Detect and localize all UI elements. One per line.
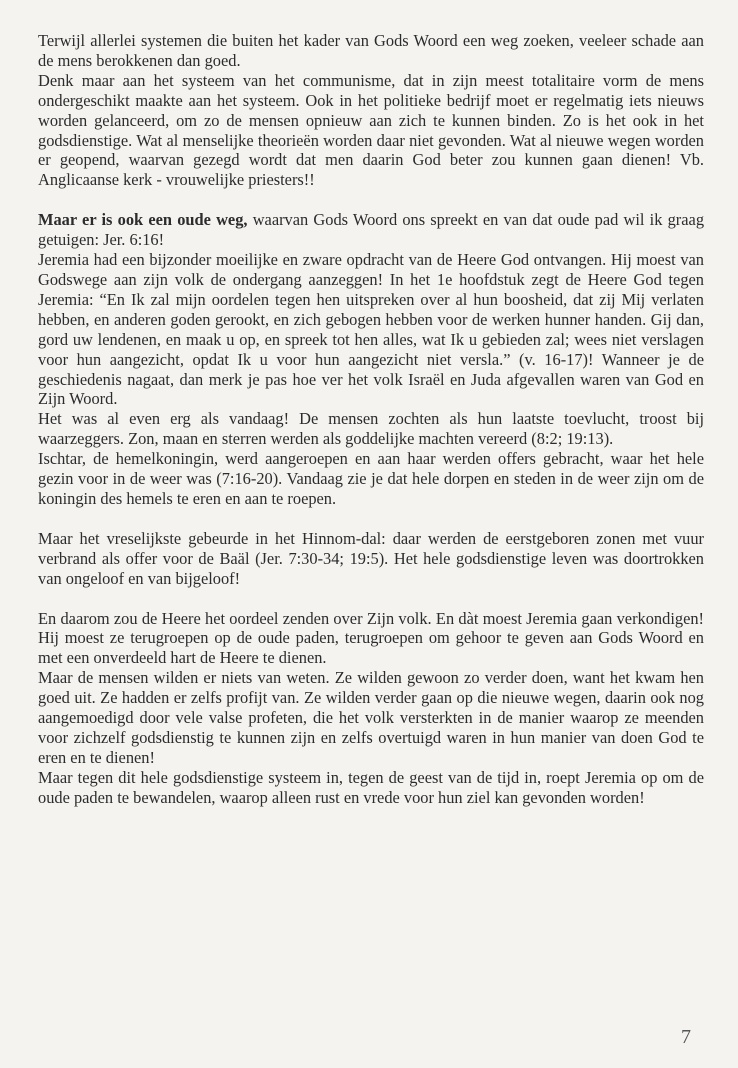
paragraph-ischtar: Ischtar, de hemelkoningin, werd aangeroepen en aan haar werden offers gebracht, waar het hele gezin voor in de weer was (7:16-20). Vandaag zie je dat hele dorpen en steden in de weer zijn om de koningin des hemels te eren en aan te roepen.: [38, 449, 704, 508]
paragraph-as-today: Het was al even erg als vandaag! De mensen zochten als hun laatste toevlucht, troost bij waarzeggers. Zon, maan en sterren werden als goddelijke machten vereerd (8:2; 19:13).: [38, 409, 704, 449]
paragraph-gap: [38, 509, 704, 529]
paragraph-people-refuse: Maar de mensen wilden er niets van weten. Ze wilden gewoon zo verder doen, want het kwam hen goed uit. Ze hadden er zelfs profijt van. Ze wilden verder gaan op die nieuwe wegen, daarin ook nog aangemoedigd door vele valse profeten, die het volk versterkten in de manier waarop ze meenden voor zichzelf godsdienstig te kunnen zijn en zelfs overtuigd waren in hun manier van doen God te eren en te dienen!: [38, 668, 704, 767]
paragraph-gap: [38, 589, 704, 609]
paragraph-hinnom: Maar het vreselijkste gebeurde in het Hinnom-dal: daar werden de eerstgeboren zonen met vuur verbrand als offer voor de Baäl (Jer. 7:30-34; 19:5). Het hele godsdienstige leven was doortrokken van ongeloof en van bijgeloof!: [38, 528, 704, 588]
paragraph-old-paths: Maar tegen dit hele godsdienstige systeem in, tegen de geest van de tijd in, roept Jeremia op om de oude paden te bewandelen, waarop alleen rust en vrede voor hun ziel kan gevonden worden!: [38, 767, 704, 807]
paragraph-gap: [38, 190, 704, 210]
paragraph-communism: Denk maar aan het systeem van het communisme, dat in zijn meest totalitaire vorm de mens ondergeschikt maakte aan het systeem. Ook in het politieke bedrijf moet er regelmatig iets nieuws worden gelanceerd, om zo de mensen opnieuw aan zich te kunnen binden. Zo is het ook in het godsdienstige. Wat al menselijke theorieën worden daar niet gevonden. Wat al nieuwe wegen worden er geopend, waarvan gezegd wordt dat men daarin God beter zou kunnen gaan dienen! Vb. Anglicaanse kerk - vrouwelijke priesters!!: [38, 70, 704, 190]
paragraph-old-way: [38, 210, 704, 250]
page-number: 7: [681, 1026, 691, 1048]
old-way-text: waarvan Gods Woord ons spreekt en van dat oude pad wil ik graag getuigen: Jer. 6:16!: [38, 210, 705, 250]
paragraph-intro: Terwijl allerlei systemen die buiten het kader van Gods Woord een weg zoeken, veeleer schade aan de mens berokkenen dan goed.: [38, 31, 704, 70]
old-way-heading: Maar er is ook een oude weg,: [38, 210, 248, 230]
paragraph-jeremia-task: Jeremia had een bijzonder moeilijke en zware opdracht van de Heere God ontvangen. Hij moest van Godswege aan zijn volk de ondergang aanzeggen! In het 1e hoofdstuk zegt de Heere God tegen Jeremia: “En Ik zal mijn oordelen tegen hen uitspreken over al hun boosheid, dat zij Mij verlaten hebben, en anderen goden gerookt, en zich gebogen hebben voor de werken hunner handen. Gij dan, gord uw lendenen, en maak u op, en spreek tot hen alles, wat Ik u gebieden zal; wees niet verslagen voor hun aangezicht, opdat Ik u voor hun aangezicht niet versla.” (v. 16-17)! Wanneer je de geschiedenis nagaat, dan merk je pas hoe ver het volk Israël en Juda afgevallen waren van God en Zijn Woord.: [38, 250, 704, 409]
page-body: [38, 31, 704, 808]
paragraph-judgement: En daarom zou de Heere het oordeel zenden over Zijn volk. En dàt moest Jeremia gaan verkondigen! Hij moest ze terugroepen op de oude paden, terugroepen om gehoor te geven aan Gods Woord en met een onverdeeld hart de Heere te dienen.: [38, 608, 704, 668]
